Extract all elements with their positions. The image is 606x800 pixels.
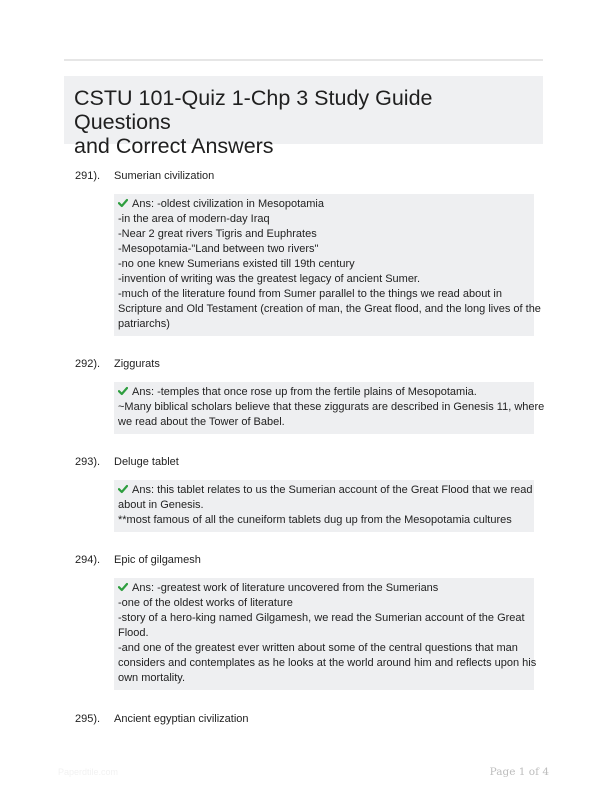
answer-line: -one of the oldest works of literature — [118, 597, 293, 609]
question-number: 295). — [75, 713, 101, 725]
answer-line: Flood. — [118, 627, 149, 639]
question-text: Epic of gilgamesh — [114, 554, 201, 566]
answer-line: own mortality. — [118, 672, 186, 684]
answer-line: Ans: -greatest work of literature uncovered from the Sumerians — [118, 581, 530, 596]
question-text: Ziggurats — [114, 358, 160, 370]
check-icon — [118, 198, 128, 208]
answer-line: patriarchs) — [118, 318, 170, 330]
answer-line: **most famous of all the cuneiform tablets dug up from the Mesopotamia cultures — [118, 514, 512, 526]
answer-line: Ans: this tablet relates to us the Sumerian account of the Great Flood that we read — [118, 483, 530, 498]
question-text: Sumerian civilization — [114, 170, 215, 182]
answer-box — [114, 480, 534, 532]
question-text: Deluge tablet — [114, 456, 179, 468]
answer-line: -and one of the greatest ever written about some of the central questions that man — [118, 642, 518, 654]
answer-line: -Mesopotamia-"Land between two rivers" — [118, 243, 319, 255]
answer-box — [114, 194, 541, 336]
top-divider — [64, 59, 543, 61]
question-number: 292). — [75, 358, 101, 370]
check-icon — [118, 484, 128, 494]
page-indicator: Page 1 of 4 — [489, 766, 549, 778]
check-icon — [118, 386, 128, 396]
document-title-box — [64, 76, 543, 158]
answer-line: Ans: -oldest civilization in Mesopotamia — [118, 197, 530, 212]
answer-box — [114, 382, 545, 434]
answer-line: ~Many biblical scholars believe that these ziggurats are described in Genesis 11, where — [118, 401, 545, 413]
footer-watermark: Paperdtile.com — [58, 767, 119, 777]
answer-line: -no one knew Sumerians existed till 19th century — [118, 258, 355, 270]
answer-line: -in the area of modern-day Iraq — [118, 213, 270, 225]
answer-line: Ans: -temples that once rose up from the fertile plains of Mesopotamia. — [118, 385, 530, 400]
answer-box — [114, 578, 537, 690]
answer-line: about in Genesis. — [118, 499, 204, 511]
answer-line: considers and contemplates as he looks at the world around him and reflects upon his — [118, 657, 537, 669]
answer-line: -Near 2 great rivers Tigris and Euphrates — [118, 228, 317, 240]
check-icon — [118, 582, 128, 592]
answer-line: -invention of writing was the greatest legacy of ancient Sumer. — [118, 273, 421, 285]
question-number: 293). — [75, 456, 101, 468]
document-title-line-1: CSTU 101-Quiz 1-Chp 3 Study Guide Questions — [74, 86, 433, 134]
question-text: Ancient egyptian civilization — [114, 713, 249, 725]
question-number: 294). — [75, 554, 101, 566]
question-number: 291). — [75, 170, 101, 182]
document-title-line-2: and Correct Answers — [74, 134, 274, 158]
document-title — [74, 86, 533, 158]
answer-line: Scripture and Old Testament (creation of man, the Great flood, and the long lives of the — [118, 303, 541, 315]
answer-line: -much of the literature found from Sumer parallel to the things we read about in — [118, 288, 502, 300]
answer-line: -story of a hero-king named Gilgamesh, we read the Sumerian account of the Great — [118, 612, 525, 624]
answer-line: we read about the Tower of Babel. — [118, 416, 285, 428]
